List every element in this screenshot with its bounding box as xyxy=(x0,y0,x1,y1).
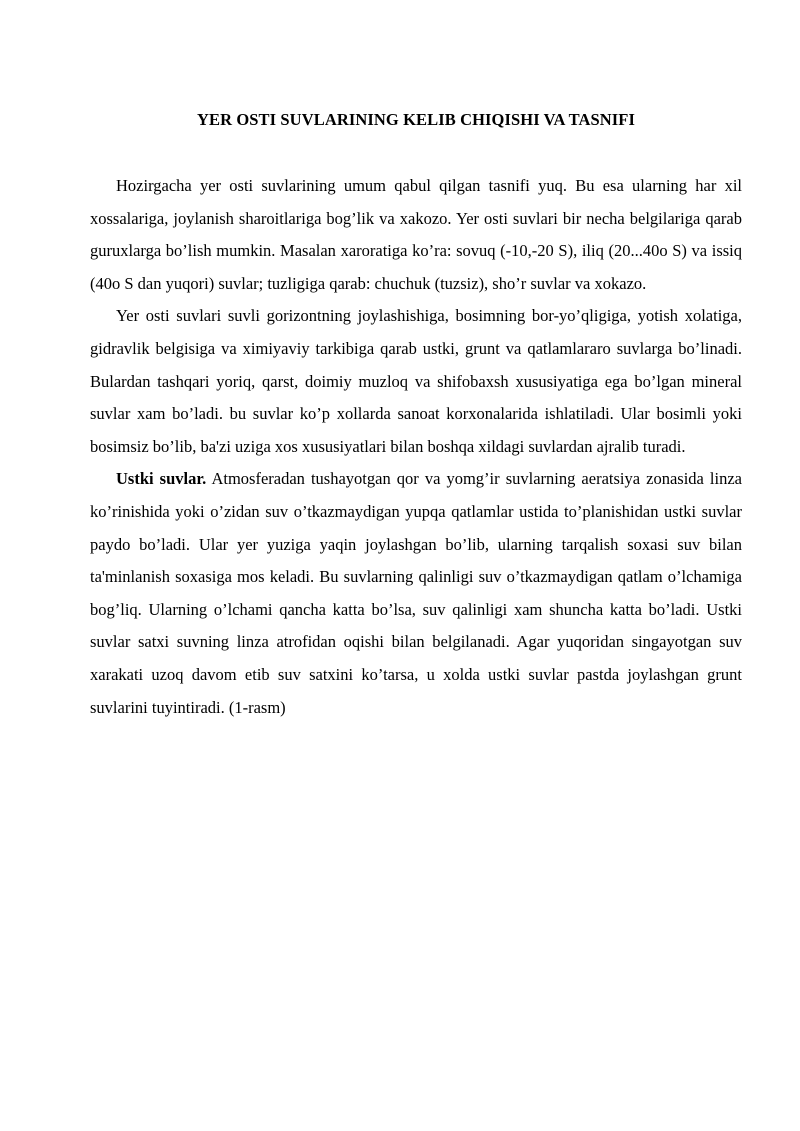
document-body xyxy=(90,170,742,724)
paragraph-surface-waters xyxy=(90,463,742,724)
paragraph-text: Atmosferadan tushayotgan qor va yomg’ir suvlarning aeratsiya zonasida linza ko’rinishida yoki o’zidan suv o’tkazmaydigan yupqa qatlamlar ustida to’planishidan ustki suvlar paydo bo’ladi. Ular yer yuziga yaqin joylashgan bo’lib, ularning tarqalish soxasi suv bilan ta'minlanish soxasiga mos keladi. Bu suvlarning qalinligi suv o’tkazmaydigan qatlam o’lchamiga bog’liq. Ularning o’lchami qancha katta bo’lsa, suv qalinligi xam shuncha katta bo’ladi. Ustki suvlar satxi suvning linza atrofidan oqishi bilan belgilanadi. Agar yuqoridan singayotgan suv xarakati uzoq davom etib suv satxini ko’tarsa, u xolda ustki suvlar pastda joylashgan grunt suvlarini tuyintiradi. (1-rasm) xyxy=(90,469,742,717)
paragraph-classification xyxy=(90,170,742,300)
paragraph-text: Hozirgacha yer osti suvlarining umum qabul qilgan tasnifi yuq. Bu esa ularning har xil xossalariga, joylanish sharoitlariga bog’lik va xakozo. Yer osti suvlari bir necha belgilariga qarab guruxlarga bo’lish mumkin. Masalan xaroratiga ko’ra: sovuq (-10,-20 S), iliq (20...40o S) va issiq (40o S dan yuqori) suvlar; tuzligiga qarab: chuchuk (tuzsiz), sho’r suvlar va xokazo. xyxy=(90,176,742,293)
document-title: YER OSTI SUVLARINING KELIB CHIQISHI VA TASNIFI xyxy=(196,110,635,129)
paragraph-text: Yer osti suvlari suvli gorizontning joylashishiga, bosimning bor-yo’qligiga, yotish xolatiga, gidravlik belgisiga va ximiyaviy tarkibiga qarab ustki, grunt va qatlamlararo suvlarga bo’linadi. Bulardan tashqari yoriq, qarst, doimiy muzloq va shifobaxsh xususiyatiga ega bo’lgan mineral suvlar xam bo’ladi. bu suvlar ko’p xollarda sanoat korxonalarida ishlatiladi. Ular bosimli yoki bosimsiz bo’lib, ba'zi uziga xos xususiyatlari bilan boshqa xildagi suvlardan ajralib turadi. xyxy=(90,306,742,456)
paragraph-groundwater-types xyxy=(90,300,742,463)
paragraph-lead-heading: Ustki suvlar. xyxy=(116,469,207,489)
